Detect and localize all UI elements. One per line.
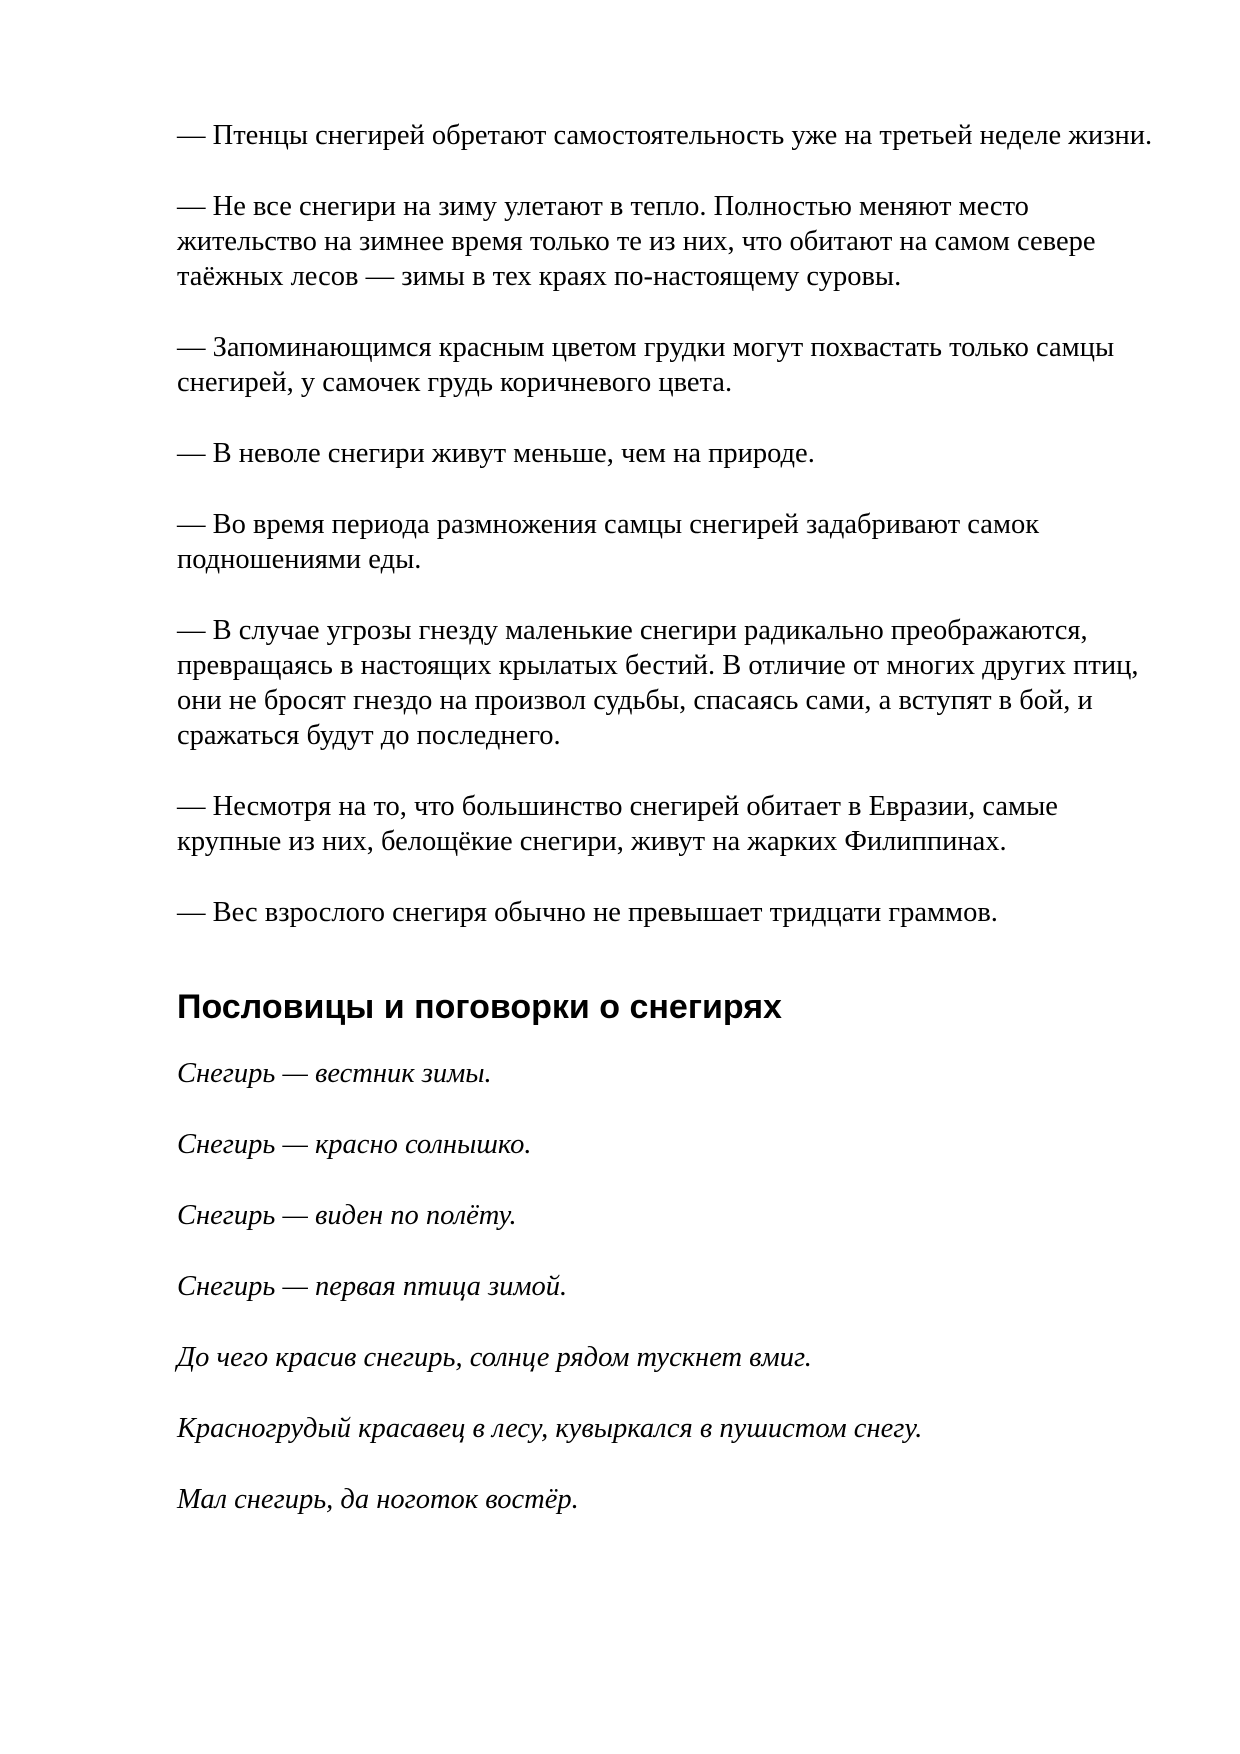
proverb-5: До чего красив снегирь, солнце рядом тускнет вмиг.: [177, 1342, 812, 1373]
proverb-6: Красногрудый красавец в лесу, кувыркался в пушистом снегу.: [177, 1413, 923, 1444]
proverb-4: Снегирь — первая птица зимой.: [177, 1271, 568, 1302]
fact-paragraph-5: — Во время периода размножения самцы снегирей задабривают самок подношениями еды.: [177, 509, 1040, 575]
page-content: [177, 118, 1167, 1553]
proverb-3: Снегирь — виден по полёту.: [177, 1200, 517, 1231]
proverb-2: Снегирь — красно солнышко.: [177, 1129, 532, 1160]
fact-paragraph-3: — Запоминающимся красным цветом грудки могут похвастать только самцы снегирей, у самочек грудь коричневого цвета.: [177, 332, 1115, 398]
fact-paragraph-1: — Птенцы снегирей обретают самостоятельность уже на третьей неделе жизни.: [177, 120, 1153, 151]
proverb-1: Снегирь — вестник зимы.: [177, 1058, 492, 1089]
fact-paragraph-6: — В случае угрозы гнезду маленькие снегири радикально преображаются, превращаясь в настоящих крылатых бестий. В отличие от многих других птиц, они не бросят гнездо на произвол судьбы, спасаясь сами, а вступят в бой, и сражаться будут до последнего.: [177, 615, 1139, 751]
fact-paragraph-8: — Вес взрослого снегиря обычно не превышает тридцати граммов.: [177, 897, 998, 928]
fact-paragraph-2: — Не все снегири на зиму улетают в тепло. Полностью меняют место жительство на зимнее время только те из них, что обитают на самом севере таёжных лесов — зимы в тех краях по-настоящему суровы.: [177, 191, 1096, 292]
proverbs-heading: Пословицы и поговорки о снегирях: [177, 988, 782, 1026]
proverb-7: Мал снегирь, да ноготок востёр.: [177, 1484, 579, 1515]
fact-paragraph-7: — Несмотря на то, что большинство снегирей обитает в Евразии, самые крупные из них, белощёкие снегири, живут на жарких Филиппинах.: [177, 791, 1058, 857]
fact-paragraph-4: — В неволе снегири живут меньше, чем на природе.: [177, 438, 815, 469]
